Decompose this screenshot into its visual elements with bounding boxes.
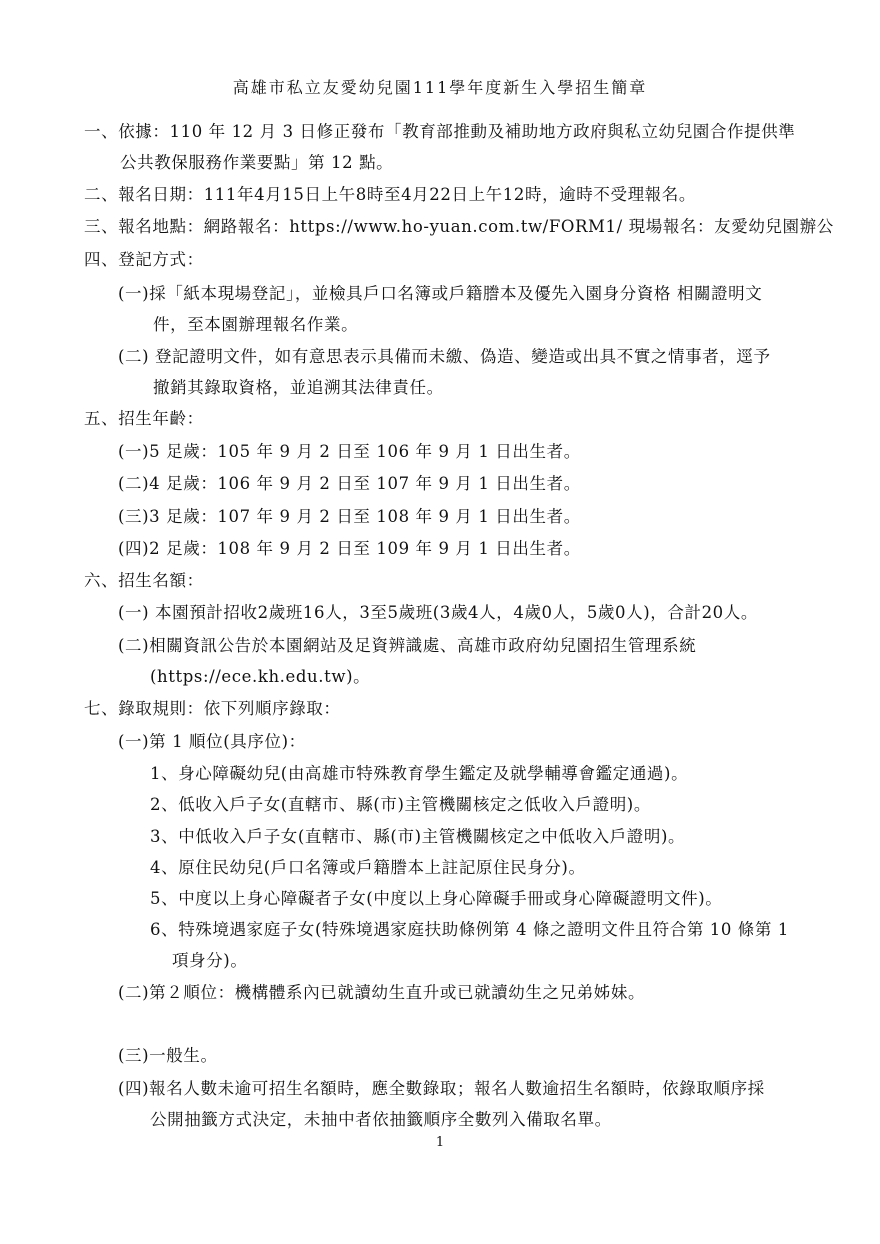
section-5-item-4: (四)2 足歲：108 年 9 月 2 日至 109 年 9 月 1 日出生者。 — [118, 539, 581, 558]
section-7-item-3: (三)一般生。 — [118, 1046, 218, 1065]
section-7-priority-3: 3、中低收入戶子女(直轄市、縣(市)主管機關核定之中低收入戶證明)。 — [150, 827, 686, 846]
section-7-heading: 七、錄取規則：依下列順序錄取： — [84, 699, 341, 718]
section-6-item-2: (二)相關資訊公告於本園網站及足資辨識處、高雄市政府幼兒園招生管理系統 — [118, 636, 697, 655]
section-5-item-3: (三)3 足歲：107 年 9 月 2 日至 108 年 9 月 1 日出生者。 — [118, 507, 581, 526]
document-title: 高雄市私立友愛幼兒園111學年度新生入學招生簡章 — [232, 78, 648, 97]
section-4-item-1: (一)採「紙本現場登記」，並檢具戶口名簿或戶籍謄本及優先入園身分資格 相關證明文 — [118, 284, 763, 303]
section-2-registration-date: 二、報名日期：111年4月15日上午8時至4月22日上午12時，逾時不受理報名。 — [84, 185, 696, 204]
page-number: 1 — [435, 1135, 445, 1150]
section-7-item-4-cont: 公開抽籤方式決定，未抽中者依抽籤順序全數列入備取名單。 — [150, 1110, 612, 1129]
section-7-priority-5: 5、中度以上身心障礙者子女(中度以上身心障礙手冊或身心障礙證明文件)。 — [150, 889, 723, 908]
section-7-priority-2: 2、低收入戶子女(直轄市、縣(市)主管機關核定之低收入戶證明)。 — [150, 795, 651, 814]
section-6-heading: 六、招生名額： — [84, 571, 204, 590]
section-7-item-2: (二)第２順位：機構體系內已就讀幼生直升或已就讀幼生之兄弟姊妹。 — [118, 983, 646, 1002]
section-4-item-2: (二) 登記證明文件，如有意思表示具備而未繳、偽造、變造或出具不實之情事者，逕予 — [118, 347, 771, 366]
section-5-item-2: (二)4 足歲：106 年 9 月 2 日至 107 年 9 月 1 日出生者。 — [118, 474, 581, 493]
section-7-item-4: (四)報名人數未逾可招生名額時，應全數錄取；報名人數逾招生名額時，依錄取順序採 — [118, 1079, 765, 1098]
section-7-item-1: (一)第 1 順位(具序位)： — [118, 732, 306, 751]
section-7-priority-4: 4、原住民幼兒(戶口名簿或戶籍謄本上註記原住民身分)。 — [150, 858, 586, 877]
section-4-item-2-cont: 撤銷其錄取資格，並追溯其法律責任。 — [153, 378, 444, 397]
section-5-item-1: (一)5 足歲：105 年 9 月 2 日至 106 年 9 月 1 日出生者。 — [118, 442, 581, 461]
section-5-heading: 五、招生年齡： — [84, 409, 204, 428]
section-6-item-2-cont: (https://ece.kh.edu.tw)。 — [150, 667, 371, 686]
section-6-item-1: (一) 本園預計招收2歲班16人，3至5歲班(3歲4人，4歲0人，5歲0人)，合計20人。 — [118, 603, 758, 622]
section-4-item-1-cont: 件，至本園辦理報名作業。 — [153, 315, 359, 334]
section-1-basis-cont: 公共教保服務作業要點」第 12 點。 — [120, 153, 394, 172]
section-4-heading: 四、登記方式： — [84, 250, 204, 269]
section-7-priority-1: 1、身心障礙幼兒(由高雄市特殊教育學生鑑定及就學輔導會鑑定通過)。 — [150, 764, 689, 783]
section-7-priority-6: 6、特殊境遇家庭子女(特殊境遇家庭扶助條例第 4 條之證明文件且符合第 10 條第 1 — [150, 920, 789, 939]
section-3-registration-location: 三、報名地點：網路報名：https://www.ho-yuan.com.tw/FORM1/ 現場報名：友愛幼兒園辦公 — [84, 217, 834, 236]
section-1-basis: 一、依據：110 年 12 月 3 日修正發布「教育部推動及補助地方政府與私立幼兒園合作提供準 — [84, 122, 796, 141]
section-7-priority-6-cont: 項身分)。 — [172, 951, 248, 970]
